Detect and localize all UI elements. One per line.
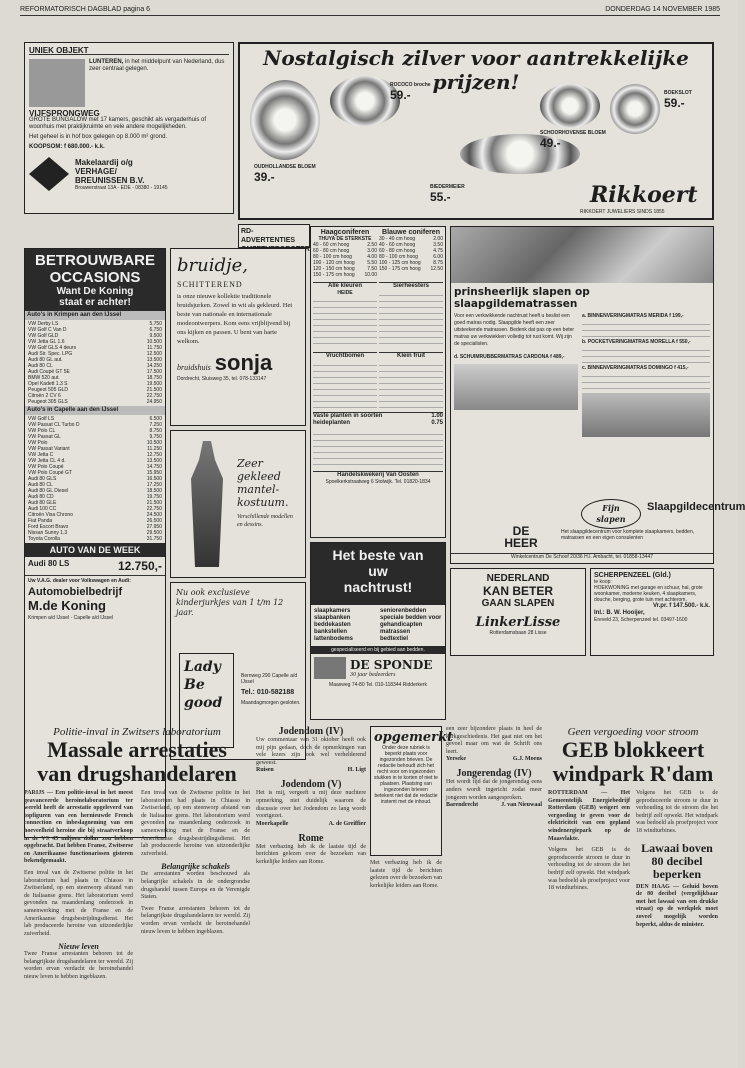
ad-title: UNIEK OBJEKT — [29, 47, 229, 55]
mattress-photo-2 — [582, 393, 710, 437]
dealer-name-1: Automobielbedrijf — [28, 586, 123, 598]
price-row: VW Jetta C 12.750 — [28, 452, 162, 458]
price-row: 150 - 175 cm hoog 12.50 — [379, 266, 443, 272]
bridal-name: sonja — [214, 350, 273, 375]
sponde-item: beddekasten — [314, 622, 351, 628]
lady-be-good-logo: Lady Be good — [179, 653, 234, 748]
linker-line3: GAAN SLAPEN — [481, 598, 555, 609]
heer-intro: Voor een verkwikkende nachtrust heeft u beslist een goed matras nodig. Slaapgilde heeft een zeer uitsteekende matrassen. Bedenk dat pas op een beter matras uw verkwiekken volledig tot rust komt. Wij zijn de specialisten. — [454, 313, 575, 347]
property-desc: GROTE BUNGALOW met 17 kamers, geschikt als vergaderhuis of woonhuis met praktijkruimte en vele andere mogelijkheden. — [29, 117, 207, 130]
drugs-body3-cont: Twee Franse arrestanten behoren tot de belangrijkste drugshandelaren ter wereld. Zij worden ervan verdacht de heroinehandel nieuw leven te hebben ingeblazen. — [141, 905, 250, 935]
geb-body: Volgens het GEB is de geproduceerde stroom te duur in verhouding tot de stroom die het bedrijf zelf opwekt. Het windpark was bedoeld als proefproject voor 18 windturbines. — [548, 847, 630, 892]
capelle-heading: Auto's in Capelle aan den IJssel — [25, 406, 165, 415]
price-row: BMW 520 aut. 18.750 — [28, 375, 162, 381]
price-row: VW Golf GLS 4 deurs 11.750 — [28, 345, 162, 351]
heer-range-d: d. SCHUIMRUBBERMATRAS CARDONA f 489,- — [454, 354, 565, 360]
auto-week-price: 12.750,- — [117, 559, 162, 573]
price-row: 30 - 40 cm hoog 2.00 — [379, 236, 443, 242]
sponde-item: speciale bedden voor — [380, 615, 442, 621]
drugs-body3: Twee Franse arrestanten behoren tot de belangrijkste drugshandelaren ter wereld. Zij worden ervan verdacht de heroinehandel nieuw leven te hebben ingeblazen. — [24, 951, 133, 981]
linker-brand: LinkerLisse — [475, 615, 561, 630]
col3-b: Het wordt tijd dat de jongerendag eens anders wordt ingericht zodat meer jongeren worden aangesproken. — [446, 779, 542, 801]
letter-h2: Jodendom (V) — [280, 779, 342, 791]
plants-list-1 — [313, 242, 377, 278]
fijn-slapen-badge: Fijn slapen — [581, 499, 641, 529]
price-row: VW Passat CL Turbo D 7.250 — [28, 422, 162, 428]
kwekerij-ad — [310, 226, 446, 538]
plants-h6: Klein fruit — [397, 353, 425, 359]
rikkoert-sub: RIKKOERT JUWELIERS SINDS 1855 — [580, 209, 665, 215]
heer-headline: prinsheerlijk slapen op slaapgildematrassen — [454, 286, 590, 310]
dealer-address: Krimpen a/d IJssel · Capelle a/d IJssel — [28, 615, 114, 621]
scherp-sub: te koop: — [594, 579, 612, 585]
kinder-text: Nu ook exclusieve kinderjurkjes van 1 t/m 12 jaar. — [176, 588, 284, 617]
scherp-title: SCHERPENZEEL (Gld.) — [594, 572, 671, 579]
lawaai-title: Lawaai boven 80 decibel beperken — [641, 840, 713, 881]
geb-title-1: GEB blokkeert — [561, 737, 705, 762]
model-figure — [187, 441, 227, 567]
plants-h4: Sierheesters — [392, 283, 430, 289]
price-row: Audi 100 CC 22.750 — [28, 506, 162, 512]
opgemerkt-text: Onder deze rubriek is beperkt plaats voor ingezonden brieven. De redactie behoudt zich het recht voor om ingezonden stukken in te korten of niet te plaatsen. Plaatsing van ingezonden brieven betekent niet dat de redactie instemt met de inhoud. — [374, 745, 438, 805]
opgemerkt-box — [370, 726, 454, 856]
heide-price: 0.75 — [431, 420, 443, 426]
de-heer-logo: DE HEER — [504, 524, 538, 550]
mantel-kostuum-ad — [170, 430, 306, 578]
sponde-sub: 30 jaar bedeerders — [350, 672, 396, 678]
de-sponde-ad — [310, 542, 446, 720]
letter-sig1: Ruisen — [256, 767, 274, 774]
plants-h2: Blauwe coniferen — [382, 229, 440, 236]
heer-address: Winkelcentrum De Schoof 20/36 H.I. Ambacht, tel. 01858-13447 — [451, 553, 713, 560]
sponde-item: slaapkamers — [314, 608, 351, 614]
plants-shop-addr: Spoelkerkstraatweg 6 Stolwijk. Tel. 01820-1834 — [325, 479, 431, 485]
letters-column-2 — [370, 726, 454, 1056]
price-row: Peugeot 305 GLS 24.950 — [28, 399, 162, 405]
scherp-addr: Ereveld 23, Scherpenzeel tel. 03497-1600 — [594, 617, 688, 623]
kinder-addr: Bernweg 290 Capelle a/d IJssel — [241, 673, 298, 685]
letters-column-1 — [256, 726, 366, 1056]
heer-tagline: Het slaapgildecentrum voor komplete slaapkamers, bedden, matrassen en een eigen consulenten — [561, 529, 695, 541]
agent-line2: VERHAGE/ — [75, 166, 117, 176]
price-row: Peugeot 505 GLD 21.500 — [28, 387, 162, 393]
silver-item-rococo: ROCOCO broche 59.- — [390, 82, 431, 102]
plants-h3: Alle kleuren — [327, 283, 362, 289]
sierheesters-list — [379, 290, 443, 346]
letter-h1: Jodendom (IV) — [278, 726, 344, 737]
occasions-header: BETROUWBARE OCCASIONS Want De Koning staat er achter! — [25, 249, 165, 311]
mattress-photo — [454, 364, 578, 410]
scherp-price: Vr.pr. f 147.500.- k.k. — [652, 603, 710, 609]
sponde-col-2 — [380, 608, 442, 643]
letter-sig2a: Moerkapelle — [256, 820, 289, 827]
letters-column-3 — [446, 726, 542, 1056]
sponde-item: matrassen — [380, 629, 411, 635]
lawaai-body: DEN HAAG — Geluid boven de 80 decibel (vergelijkbaar met het lawaai van een drukke straat) op de werkplek moet zoveel mogelijk worden beperkt, aldus de minister. — [636, 883, 718, 928]
bridal-addr: Dordrecht, Sluisweg 35, tel. 078-133147 — [177, 376, 267, 382]
plants-h5: Vruchtbomen — [325, 353, 365, 359]
price-row: Toyota Corolla 31.750 — [28, 536, 162, 542]
header-right: DONDERDAG 14 NOVEMBER 1985 — [605, 6, 720, 13]
price-row: Audi Coupé GT 5E 17.500 — [28, 369, 162, 375]
letter-sig2b: A. de Greiffier — [328, 820, 366, 827]
scherp-inl: Inl.: B. W. Hooijer, — [594, 610, 645, 616]
sponde-item: bedtextiel — [380, 636, 409, 642]
price-row: Ford Escort Bravo 27.950 — [28, 524, 162, 530]
scherpenzeel-ad — [590, 568, 714, 656]
price-row: Citroën 2 CV 6 22.750 — [28, 393, 162, 399]
price-row: VW Polo 10.500 — [28, 440, 162, 446]
capelle-car-list — [25, 415, 165, 543]
linker-addr: Rotterdamsbaan 28 Lisse — [489, 630, 547, 636]
sponde-addr: Maasweg 74-80 Tel. 010-118344 Ridderkerk — [329, 682, 427, 688]
drugs-sub2: Nieuw leven — [58, 942, 99, 952]
sonja-bridal-ad — [170, 248, 306, 426]
price-row: 100 - 125 cm hoog 8.75 — [379, 260, 443, 266]
linker-line1: NEDERLAND — [486, 573, 550, 584]
sponde-item: bankstellen — [314, 629, 348, 635]
krimpen-car-list — [25, 320, 165, 406]
geb-article — [548, 726, 718, 1056]
price-row: 150 - 175 cm hoog 10.00 — [313, 272, 377, 278]
drugs-body-cont: Een inval van de Zwitserse politie in het laboratorium had plaats in Chiasso in Zwitserland, op een steenworp afstand van de Italiaanse grens. Het laboratorium werd gevonden na maandenlang onderzoek in samenwerking met de Franse en de Amerikaanse drugsbestrijdingsdienst. Het lab produceerde heroine van uitzonderlijke zuiverheid. — [141, 790, 250, 857]
zeer-line3: mantel- — [237, 483, 280, 496]
drugs-title-1: Massale arrestaties — [47, 737, 227, 762]
letter-b1: Uw commentaar van 31 oktober heeft ook mij pijn gedaan, doch de opmerkingen van vele lezers zijn ook wel verhelderend geweest. — [256, 737, 366, 766]
heide-label: heideplanten — [313, 420, 351, 426]
price-row: Audi Sir. Spec. LPG 12.500 — [28, 351, 162, 357]
price-row: 40 - 60 cm hoog 3.50 — [379, 242, 443, 248]
street-name: VIJFSPRONGWEG — [29, 109, 100, 118]
price-row: 120 - 150 cm hoog 7.50 — [313, 266, 377, 272]
price-row: 80 - 100 cm hoog 6.00 — [379, 254, 443, 260]
silver-item-schoonhovense: SCHOORHOVENSE BLOEM 49.- — [540, 130, 606, 150]
auto-week-car: Audi 80 LS — [28, 559, 70, 568]
town-desc: in het middelpunt van Nederland, dus zeer centraal gelegen. — [89, 59, 225, 72]
geb-kicker: Geen vergoeding voor stroom — [567, 726, 699, 738]
price-row: VW Passat GL 9.750 — [28, 434, 162, 440]
price-row: Fiat Panda 26.500 — [28, 518, 162, 524]
scherp-text: HOEKWONING met garage en schuur, hal, grote woonkamer, moderne keuken, 4 slaapkamers, douche, berging, grote tuin met achterom. — [594, 585, 703, 603]
letter-b3-cont: Met verbazing heb ik de laatste tijd de berichten gelezen over de bezoeken van kerkelijke leiders aan Rome. — [370, 860, 442, 889]
zeer-line1: Zeer — [237, 457, 263, 470]
price-row: VW Golf C Van D 6.750 — [28, 327, 162, 333]
price-row: VW Golf GLD 9.500 — [28, 333, 162, 339]
price-row: 40 - 60 cm hoog 2.50 — [313, 242, 377, 248]
dealer-line: Uw V.A.G. dealer voor Volkswagen en Audi: — [25, 575, 165, 586]
drugs-lead: PARIJS — Een politie-inval in het meest geavanceerde heroinelaboratorium ter wereld heeft de arrestatie opgeleverd van topfiguren van een hernieuwde French connection en inbeslagneming van een hoeveelheid heroine die bij straatverkoop in de VS 45 miljoen dollar zou hebben opgebracht. Dat hebben Franse, Zwitserse en Amerikaanse functionarissen gisteren bekendgemaakt. — [24, 790, 133, 865]
price-row: Opel Kadett 1.3 S 19.500 — [28, 381, 162, 387]
silver-item-biedermeier: BIEDERMEIER 55.- — [430, 184, 465, 204]
price-row: Audi 80 CL 17.250 — [28, 482, 162, 488]
price-row: VW Jetta CL 4 d. 13.500 — [28, 458, 162, 464]
plants-h1sub: THUYA DE STERKSTE — [318, 236, 372, 242]
agent-address: Brouwerstraat 13A - EDE - 08380 - 19145 — [75, 184, 168, 191]
price-row: Audi 80 CD 19.750 — [28, 494, 162, 500]
col3-sig: Yerseke — [446, 756, 466, 763]
col3-sigd: J. van Nieuwaal — [501, 802, 542, 809]
price-row: VW Polo CL 8.750 — [28, 428, 162, 434]
opgemerkt-title: opgemerkt — [374, 730, 454, 745]
price-row: VW Derby LS 5.750 — [28, 321, 162, 327]
vaste-planten-price: 1.00 — [431, 413, 443, 419]
page-header — [20, 6, 720, 16]
sponde-item: seniorenbedden — [380, 608, 427, 614]
linker-line2: KAN BETER — [482, 584, 553, 598]
header-left: REFORMATORISCH DAGBLAD pagina 6 — [20, 6, 151, 13]
heer-range-a: a. BINNENVERINGMATRAS MERIDA f 199,- — [582, 313, 684, 319]
letter-b2: Het is mij, vergeeft u mij deze nuchtere opmerking, niet duidelijk waarom de discussie over het Jodendom zo lang wordt voortgezet. — [256, 790, 366, 820]
heide-list — [313, 296, 377, 346]
plants-h1: Haagconiferen — [320, 229, 370, 236]
uniek-objekt-ad — [24, 42, 234, 214]
price-row: 80 - 100 cm hoog 4.00 — [313, 254, 377, 260]
silver-item-oudhollandse: OUDHOLLANDSE BLOEM 39.- — [254, 164, 316, 184]
geb-title-2: windpark R'dam — [552, 761, 714, 786]
linker-lisse-ad — [450, 568, 586, 656]
drugs-sub1: Belangrijke schakels — [161, 862, 230, 872]
slaapgildecentrum-label: Slaapgildecentrum — [647, 501, 745, 513]
sponde-brand: DE SPONDE — [350, 658, 433, 672]
letter-sig1b: H. Ligt — [347, 767, 366, 774]
rikkoert-logo: Rikkoert — [590, 182, 698, 208]
zeer-line4: kostuum. — [237, 496, 289, 509]
price-row: Audi 80 GLE 21.500 — [28, 500, 162, 506]
zeer-line2: gekleed — [237, 470, 281, 483]
price-row: 100 - 120 cm hoog 5.50 — [313, 260, 377, 266]
col3-sigb: G.J. Moens — [512, 756, 542, 763]
boekslot-icon — [610, 84, 660, 134]
col3-h: Jongerendag (IV) — [456, 768, 532, 780]
sponde-item: lattenbodems — [314, 636, 354, 642]
drugs-article — [24, 726, 250, 1056]
sponde-item: slaapbanken — [314, 615, 351, 621]
oudhollandse-bloem-icon — [250, 80, 320, 160]
drugs-title-2: van drugshandelaren — [37, 761, 237, 786]
plants-list-2 — [379, 236, 443, 272]
agent-line1: Makelaardij o/g — [75, 157, 133, 167]
price-row: VW Golf LS 6.500 — [28, 416, 162, 422]
drugs-kicker: Politie-inval in Zwitsers laboratorium — [53, 726, 221, 738]
auto-week-heading: AUTO VAN DE WEEK — [25, 543, 165, 557]
sponde-headline: Het beste van uw nachtrust! — [311, 543, 445, 605]
de-heer-ad — [450, 226, 745, 564]
geb-lead: ROTTERDAM — Het Gemeentelijk Energiebedrijf Rotterdam (GEB) weigert een vergoeding te geven voor de elektriciteit van een gepland windenergiepark op de Maasvlakte. — [548, 790, 630, 842]
vaste-planten-label: Vaste planten in soorten — [313, 413, 383, 419]
agent-line3: BREUNISSEN B.V. — [75, 175, 145, 185]
price-row: VW Polo Coupé GT 15.950 — [28, 470, 162, 476]
property-price: KOOPSOM: f 680.000.- k.k. — [29, 144, 105, 150]
krimpen-heading: Auto's in Krimpen aan den IJssel — [25, 311, 165, 320]
price-row: Audi 80 GL Diesel 18.500 — [28, 488, 162, 494]
town-name: LUNTEREN, — [89, 59, 124, 65]
schoonhovense-bloem-icon — [540, 84, 600, 128]
silver-headline: Nostalgisch zilver voor aantrekkelijke prijzen! — [263, 46, 689, 94]
kinder-note: Maandagmorgen gesloten. — [241, 700, 301, 706]
price-row: Citroën Visa Chrono 24.500 — [28, 512, 162, 518]
price-row: Audi 80 CL 14.250 — [28, 363, 162, 369]
col3-sigc: Barendrecht — [446, 802, 479, 809]
price-row: VW Jetta GL 1.6 10.500 — [28, 339, 162, 345]
price-row: VW Passat Variant 11.250 — [28, 446, 162, 452]
house-photo — [29, 59, 85, 107]
plants-h3sub: HEIDE — [337, 290, 353, 296]
geb-body-cont: Volgens het GEB is de geproduceerde stroom te duur in verhouding tot de stroom die het bedrijf zelf opwekt. Het windpark was bedoeld als proefproject voor 18 windturbines. — [636, 790, 718, 834]
vruchtbomen-list — [313, 360, 377, 408]
bridal-text: is onze nieuwe kollektie traditionele bruidsjurken. Zowel in wit als gekleurd. Het beste van nationale en internationale modeontwerpers. Kom eens vrijblijvend bij ons kijken en passen. U bent van harte welkom. — [177, 293, 293, 345]
dealer-name-2: M.de Koning — [28, 598, 106, 613]
property-ground: Het geheel is in hof box gelegen op 8.000 m² grond. — [29, 134, 168, 140]
price-row: 60 - 80 cm hoog 3.00 — [313, 248, 377, 254]
rd-advertenties-label: RD-ADVERTENTIES — [238, 224, 310, 248]
letter-h3: Rome — [298, 832, 324, 844]
drugs-body: Een inval van de Zwitserse politie in het laboratorium had plaats in Chiasso in Zwitserland, op een steenworp afstand van de Italiaanse grens. Het laboratorium werd gevonden na maandenlang onderzoek in samenwerking met de Franse en de Amerikaanse drugsbestrijdingsdienst. Het lab produceerde heroine van uitzonderlijke zuiverheid. — [24, 869, 133, 937]
agent-logo-icon — [29, 157, 69, 191]
sponde-note: gespecialiseerd en bij gebied aan bedden. — [311, 646, 445, 654]
price-row: Nissan Sunny 1.3 29.500 — [28, 530, 162, 536]
rikkoert-silver-ad — [238, 42, 714, 220]
silver-item-boekslot: BOEKSLOT 59.- — [664, 90, 692, 110]
price-row: Audi 80 GL aut. 13.500 — [28, 357, 162, 363]
bridal-title: bruidje, — [177, 255, 248, 276]
bridal-tag: SCHITTEREND — [177, 280, 243, 289]
sponde-photo — [314, 657, 346, 679]
plants-shop: Handelskwekerij Van Oosten — [313, 471, 443, 479]
sponde-col-1 — [314, 608, 376, 643]
price-row: VW Polo Coupé 14.750 — [28, 464, 162, 470]
col3-body: een zeer bijzondere plaats in heel de kerkgeschiedenis. Het gaat niet om het gevoel maar om wat de Schrift ons leert. — [446, 726, 542, 755]
zeer-sub: Verschillende modellen en dessins. — [237, 514, 293, 528]
kleinfruit-list — [379, 360, 443, 408]
letter-b3: Met verbazing heb ik de laatste tijd de berichten gelezen over de bezoeken van kerkelijke leiders aan Rome. — [256, 843, 366, 865]
bedroom-photo — [451, 227, 713, 283]
kinder-tel: Tel.: 010-582188 — [241, 689, 295, 696]
heer-range-c: c. BINNENVERINGMATRAS DOMINGO f 415,- — [582, 365, 689, 371]
price-row: 60 - 80 cm hoog 4.75 — [379, 248, 443, 254]
sponde-item: gehandicapten — [380, 622, 423, 628]
bridal-shop: bruidshuis — [177, 363, 211, 372]
drugs-body2: De arrestanten worden beschouwd als belangrijke schakels in de ondergrondse drugshandel tussen Europa en de Verenigde Staten. — [141, 871, 250, 901]
price-row: Audi 80 GLS 16.500 — [28, 476, 162, 482]
plants-fine-print — [313, 429, 443, 469]
heer-range-b: b. POCKETVERINGMATRAS MORELLA f 550,- — [582, 339, 691, 345]
